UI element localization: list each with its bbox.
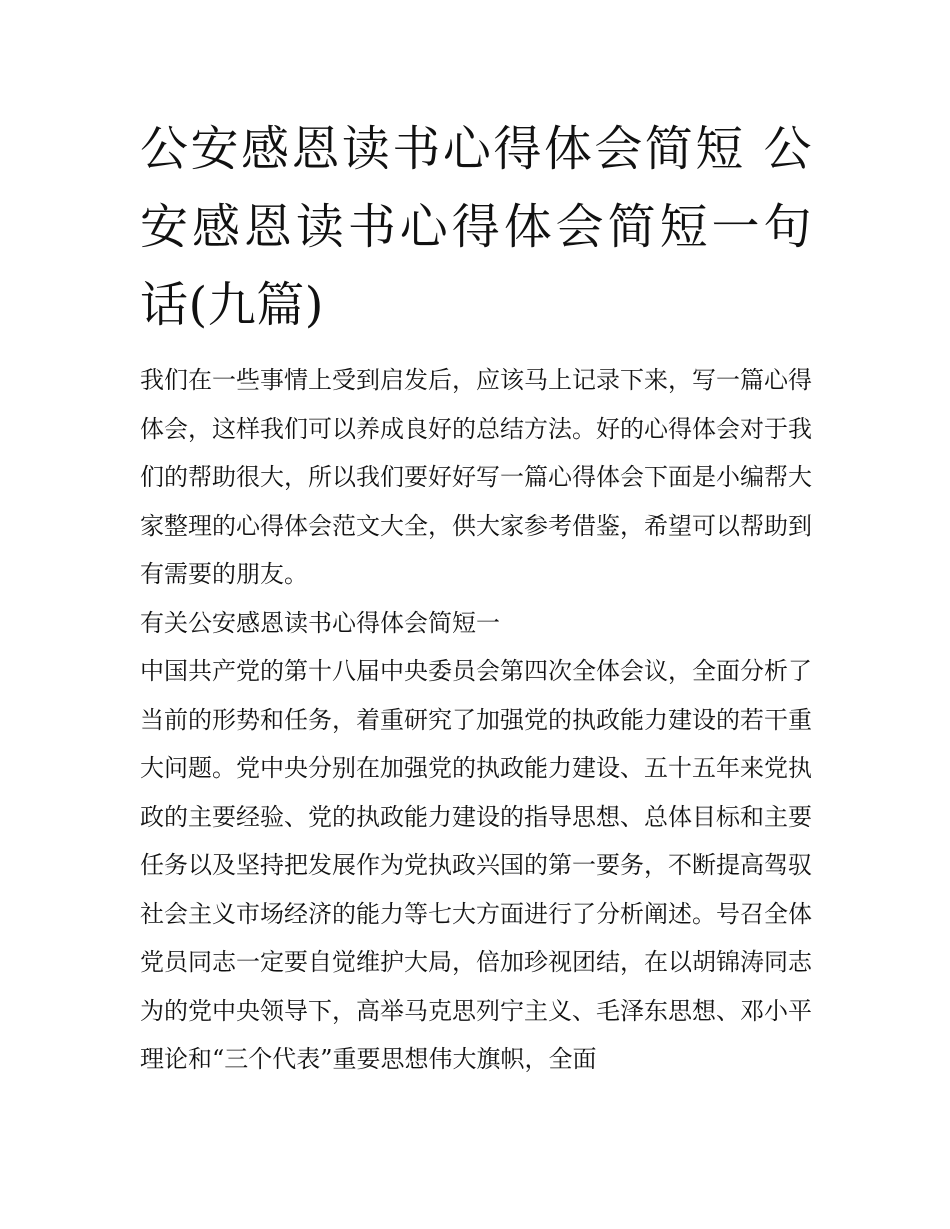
intro-paragraph: 我们在一些事情上受到启发后，应该马上记录下来，写一篇心得体会，这样我们可以养成良好的总结方法。好的心得体会对于我们的帮助很大，所以我们要好好写一篇心得体会下面是小编帮大家整理的心得体会范文大全，供大家参考借鉴，希望可以帮助到有需要的朋友。 (140, 366, 812, 588)
document-body (140, 356, 812, 1084)
section-heading: 有关公安感恩读书心得体会简短一 (140, 608, 500, 637)
document-page (140, 110, 812, 1084)
document-title: 公安感恩读书心得体会简短 公安感恩读书心得体会简短一句话(九篇) (140, 121, 812, 333)
section-paragraph: 中国共产党的第十八届中央委员会第四次全体会议，全面分析了当前的形势和任务，着重研究了加强党的执政能力建设的若干重大问题。党中央分别在加强党的执政能力建设、五十五年来党执政的主要经验、党的执政能力建设的指导思想、总体目标和主要任务以及坚持把发展作为党执政兴国的第一要务，不断提高驾驭社会主义市场经济的能力等七大方面进行了分析阐述。号召全体党员同志一定要自觉维护大局，倍加珍视团结，在以胡锦涛同志为的党中央领导下，高举马克思列宁主义、毛泽东思想、邓小平理论和“三个代表”重要思想伟大旗帜，全面 (140, 657, 812, 1073)
